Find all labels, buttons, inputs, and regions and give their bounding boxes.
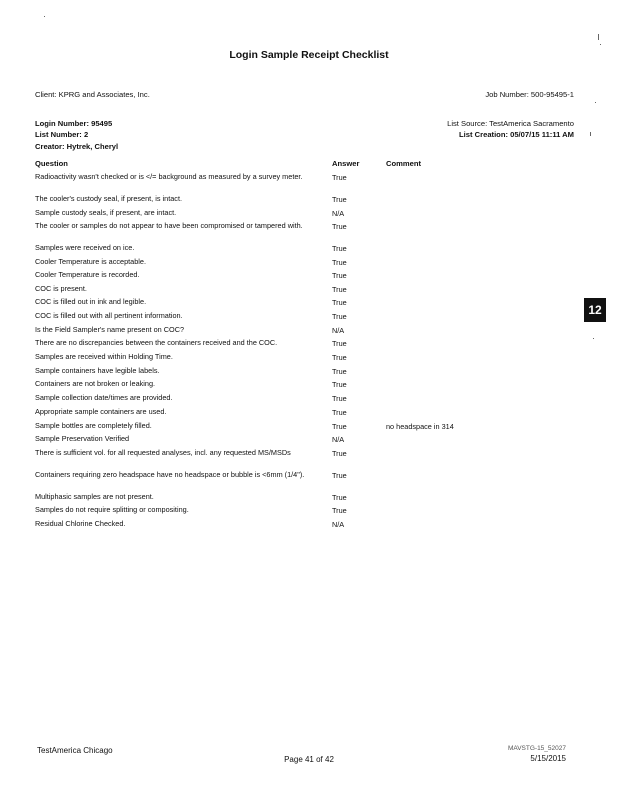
footer-page: Page 41 of 42: [284, 755, 334, 764]
answer-header: Answer: [332, 159, 360, 168]
answer-value: True: [332, 353, 347, 362]
question-text: The cooler's custody seal, if present, is intact.: [35, 194, 182, 203]
footer-doc-id: MAVSTG-15_52027: [507, 745, 566, 752]
scan-speck: [595, 102, 596, 103]
scan-speck: [600, 44, 601, 45]
answer-value: True: [332, 339, 347, 348]
answer-value: True: [332, 258, 347, 267]
question-text: Sample containers have legible labels.: [35, 366, 160, 375]
answer-value: True: [332, 244, 347, 253]
answer-value: True: [332, 367, 347, 376]
login-number: Login Number: 95495: [35, 119, 113, 128]
page-title: Login Sample Receipt Checklist: [229, 49, 389, 61]
scan-speck: [598, 34, 599, 40]
question-text: COC is filled out with all pertinent information.: [35, 311, 183, 320]
question-text: Sample bottles are completely filled.: [35, 421, 152, 430]
answer-value: True: [332, 285, 347, 294]
answer-value: N/A: [332, 326, 345, 335]
answer-value: True: [332, 312, 347, 321]
answer-value: True: [332, 449, 347, 458]
list-source: List Source: TestAmerica Sacramento: [447, 119, 574, 128]
answer-value: N/A: [332, 209, 345, 218]
answer-value: True: [332, 380, 347, 389]
answer-value: True: [332, 422, 347, 431]
question-text: Containers requiring zero headspace have no headspace or bubble is <6mm (1/4").: [35, 470, 305, 479]
question-text: Samples are received within Holding Time.: [35, 352, 173, 361]
question-text: Cooler Temperature is recorded.: [35, 270, 140, 279]
question-text: The cooler or samples do not appear to have been compromised or tampered with.: [35, 221, 303, 230]
question-text: COC is present.: [35, 284, 87, 293]
comment-header: Comment: [386, 159, 422, 168]
question-text: Samples were received on ice.: [35, 243, 135, 252]
answer-value: True: [332, 195, 347, 204]
footer-lab: TestAmerica Chicago: [37, 746, 113, 755]
scan-speck: [44, 16, 45, 17]
question-text: Sample custody seals, if present, are intact.: [35, 208, 177, 217]
question-text: Appropriate sample containers are used.: [35, 407, 167, 416]
question-text: There is sufficient vol. for all requested analyses, incl. any requested MS/MSDs: [35, 448, 291, 457]
question-text: Multiphasic samples are not present.: [35, 492, 154, 501]
question-text: Sample collection date/times are provided.: [35, 393, 173, 402]
question-header: Question: [35, 159, 68, 168]
scan-speck: [593, 338, 594, 339]
answer-value: N/A: [332, 520, 345, 529]
list-creation: List Creation: 05/07/15 11:11 AM: [459, 130, 574, 139]
answer-value: True: [332, 271, 347, 280]
question-text: Residual Chlorine Checked.: [35, 519, 126, 528]
answer-value: True: [332, 222, 347, 231]
job-number: Job Number: 500-95495-1: [485, 90, 574, 99]
list-number: List Number: 2: [35, 130, 89, 139]
section-tab-12: 12: [584, 298, 606, 322]
answer-value: True: [332, 394, 347, 403]
answer-value: N/A: [332, 435, 345, 444]
answer-value: True: [332, 173, 347, 182]
client-name: Client: KPRG and Associates, Inc.: [35, 90, 150, 99]
footer-date: 5/15/2015: [530, 754, 566, 763]
scan-speck: [590, 132, 591, 136]
answer-value: True: [332, 506, 347, 515]
answer-value: True: [332, 493, 347, 502]
question-text: Is the Field Sampler's name present on COC?: [35, 325, 185, 334]
question-text: Sample Preservation Verified: [35, 434, 130, 443]
creator: Creator: Hytrek, Cheryl: [35, 142, 119, 151]
question-text: Radioactivity wasn't checked or is </= background as measured by a survey meter.: [35, 172, 303, 181]
answer-value: True: [332, 408, 347, 417]
question-text: Containers are not broken or leaking.: [35, 379, 156, 388]
question-text: COC is filled out in ink and legible.: [35, 297, 147, 306]
answer-value: True: [332, 471, 347, 480]
answer-value: True: [332, 298, 347, 307]
question-text: Samples do not require splitting or compositing.: [35, 505, 189, 514]
question-text: Cooler Temperature is acceptable.: [35, 257, 146, 266]
comment-value: no headspace in 314: [386, 422, 454, 431]
question-text: There are no discrepancies between the containers received and the COC.: [35, 338, 278, 347]
